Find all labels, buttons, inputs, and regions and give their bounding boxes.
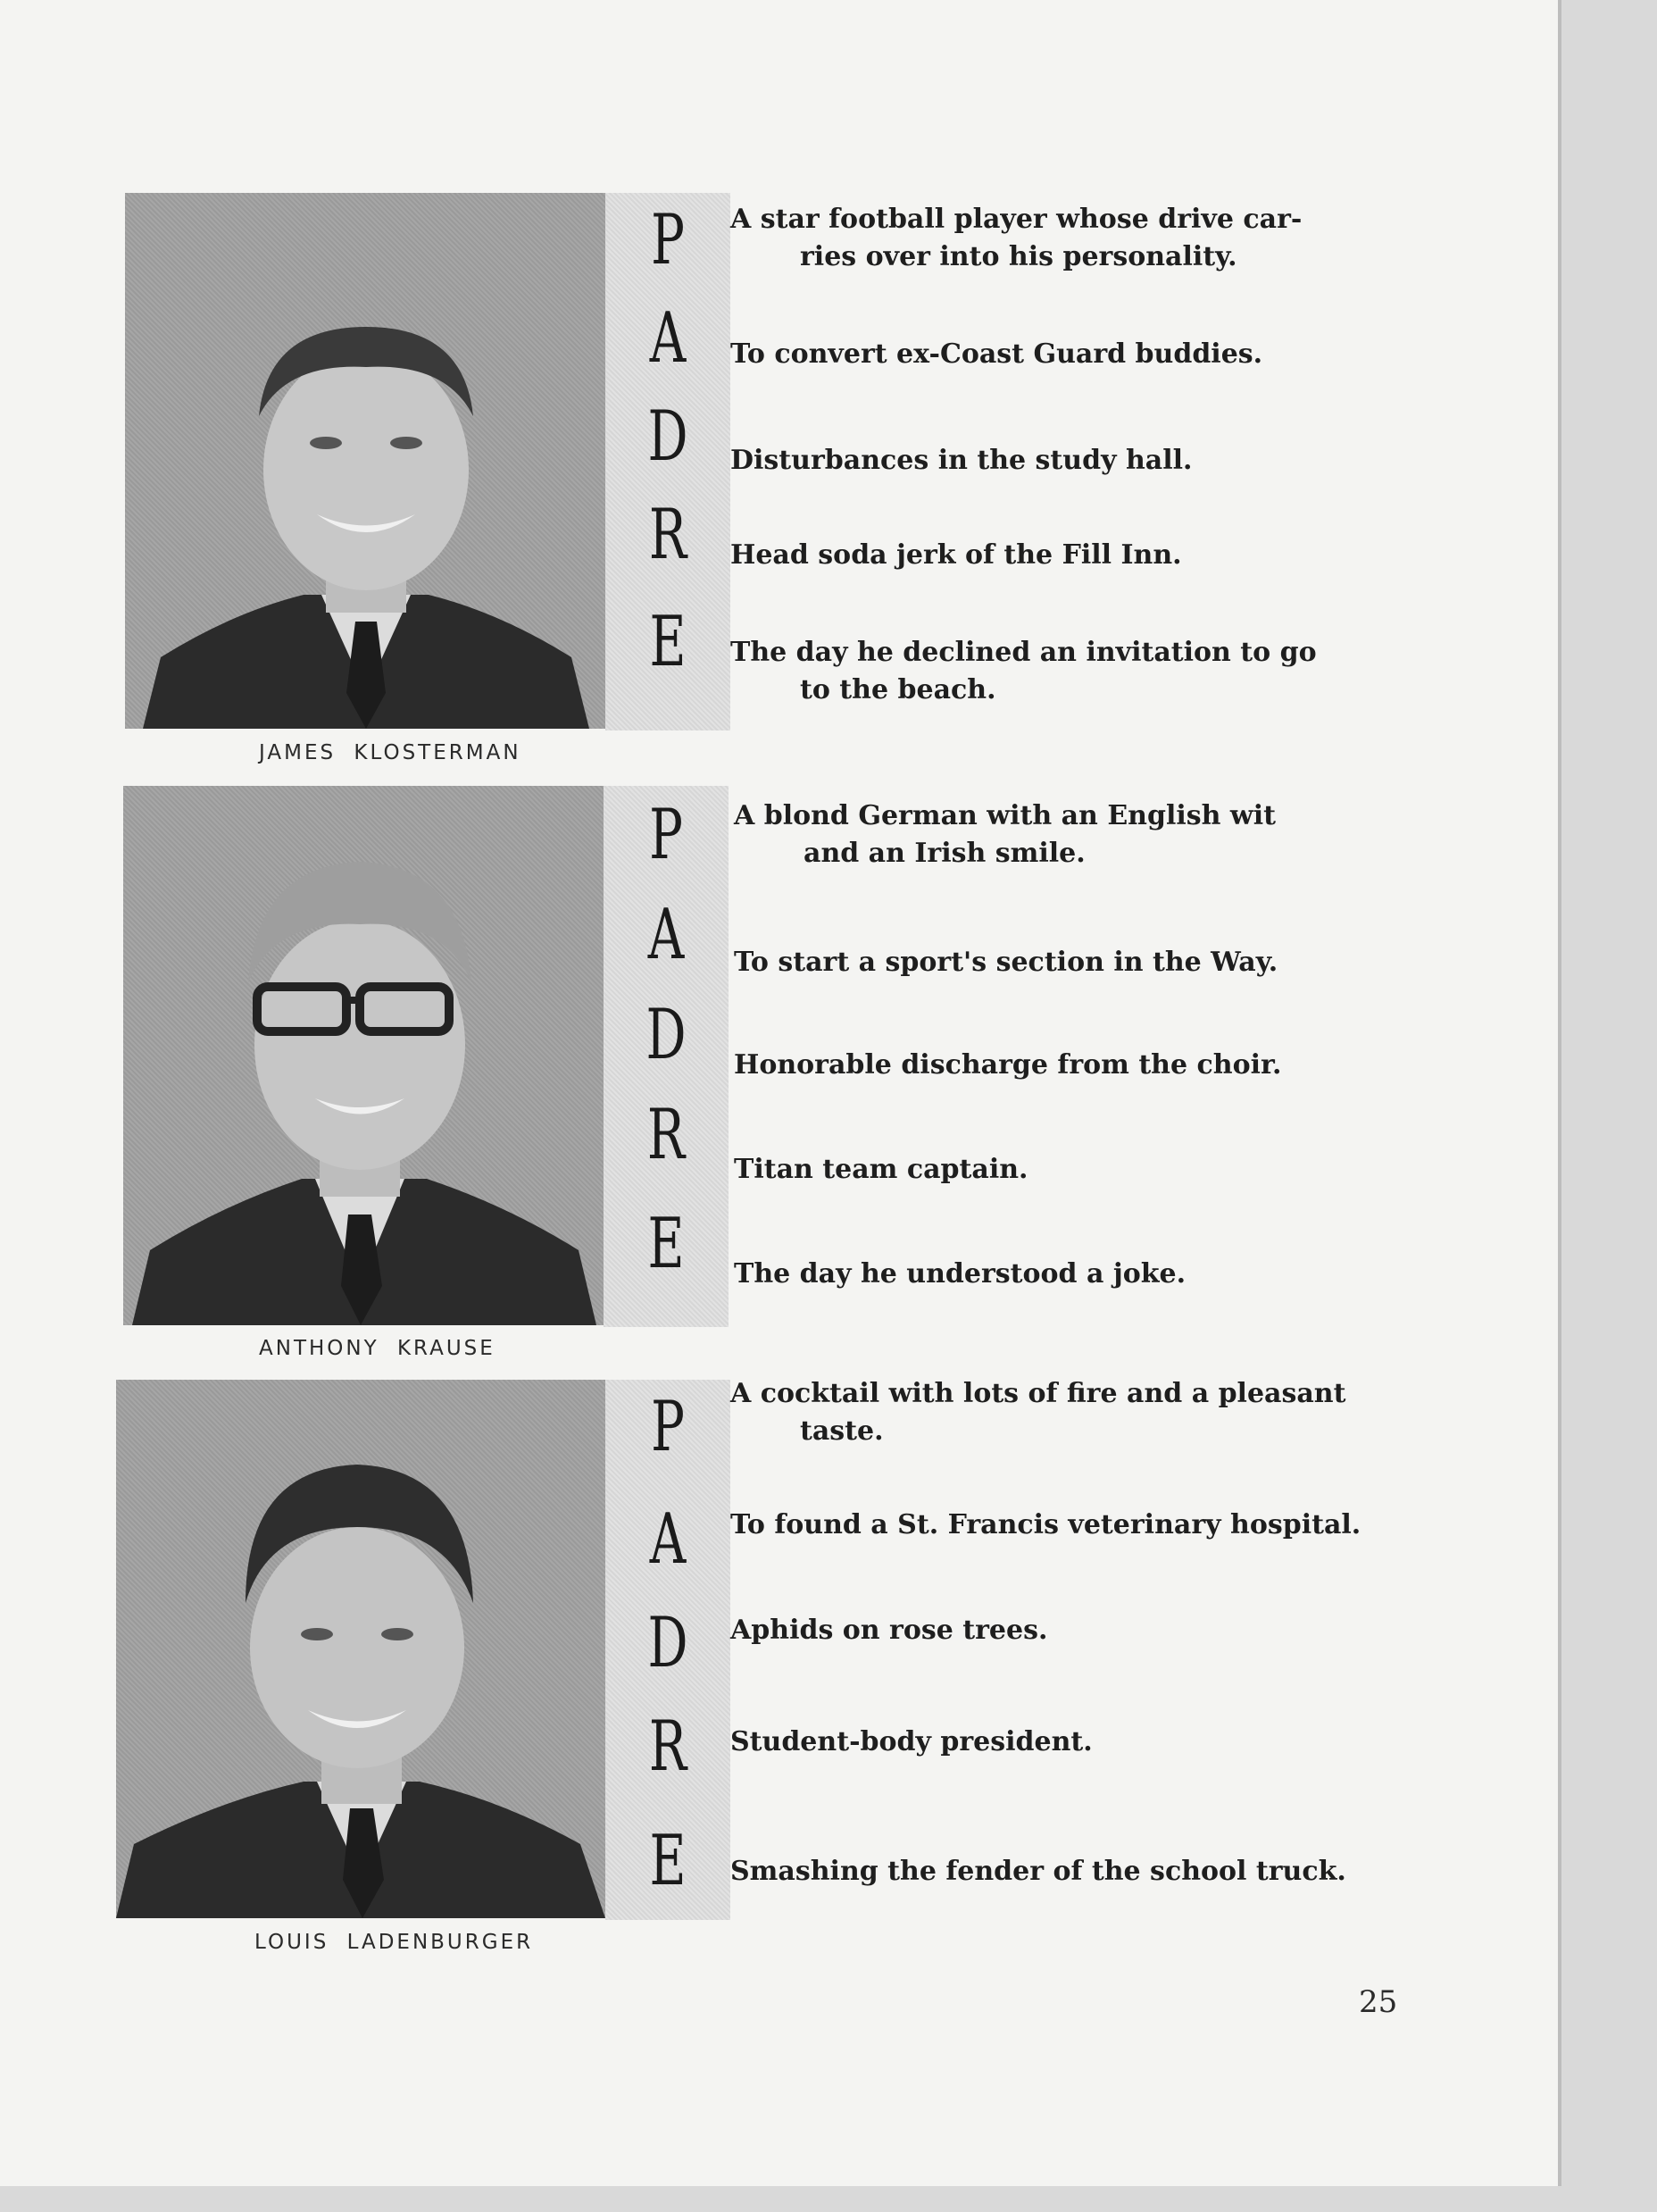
- page-number: 25: [1359, 1984, 1398, 2020]
- trait-text: A blond German with an English wit: [734, 800, 1276, 831]
- portrait-photo: [116, 1380, 605, 1918]
- trait-text-continued: ries over into his personality.: [800, 241, 1237, 272]
- trait-text-continued: and an Irish smile.: [804, 838, 1086, 869]
- padre-letter: P: [651, 200, 685, 280]
- ambition-line: [730, 1507, 1409, 1544]
- padre-letter: E: [647, 1204, 685, 1284]
- padre-letter: D: [647, 1603, 688, 1683]
- ambition-line: [734, 944, 1412, 981]
- role-line: [734, 1151, 1412, 1189]
- padre-strip: [604, 786, 729, 1327]
- padre-letter: E: [649, 602, 687, 682]
- ambition-text: To start a sport's section in the Way.: [734, 947, 1278, 978]
- pet-peeve-line: [730, 1612, 1409, 1649]
- ambition-line: [730, 336, 1409, 373]
- padre-letter: R: [648, 1707, 687, 1787]
- pet-peeve-text: Aphids on rose trees.: [730, 1615, 1048, 1646]
- portrait-photo: [125, 193, 605, 729]
- role-text: Head soda jerk of the Fill Inn.: [730, 539, 1182, 571]
- trait-line: [730, 1375, 1409, 1450]
- pet-peeve-text: Disturbances in the study hall.: [730, 445, 1193, 476]
- pet-peeve-line: [734, 1047, 1412, 1084]
- padre-letter: D: [645, 995, 687, 1075]
- trait-text-continued: taste.: [800, 1415, 884, 1447]
- padre-letter: P: [651, 1387, 685, 1467]
- trait-text: A cocktail with lots of fire and a pleasant: [730, 1378, 1346, 1409]
- padre-letter: R: [648, 495, 687, 575]
- padre-strip: [605, 1380, 730, 1920]
- pet-peeve-line: [730, 442, 1409, 480]
- student-name: JAMES KLOSTERMAN: [259, 741, 521, 764]
- portrait-figure: [123, 786, 604, 1325]
- student-name: ANTHONY KRAUSE: [259, 1337, 495, 1360]
- role-text: Student-body president.: [730, 1726, 1093, 1757]
- memory-line: [730, 634, 1409, 709]
- portrait-figure: [116, 1380, 605, 1918]
- memory-text: The day he understood a joke.: [734, 1258, 1187, 1290]
- trait-line: [734, 797, 1412, 872]
- padre-letter: E: [649, 1821, 687, 1901]
- portrait-photo: [123, 786, 604, 1325]
- ambition-text: To found a St. Francis veterinary hospital.: [730, 1509, 1361, 1540]
- padre-letter: A: [649, 298, 687, 379]
- portrait-figure: [125, 193, 605, 729]
- padre-letter: R: [646, 1095, 686, 1175]
- padre-letter: A: [647, 895, 685, 975]
- padre-strip: [605, 193, 730, 730]
- trait-text: A star football player whose drive car-: [730, 204, 1303, 235]
- padre-letter: P: [649, 795, 683, 875]
- memory-line: [734, 1256, 1412, 1293]
- student-name: LOUIS LADENBURGER: [254, 1931, 534, 1954]
- ambition-text: To convert ex-Coast Guard buddies.: [730, 338, 1263, 370]
- role-line: [730, 1724, 1409, 1761]
- pet-peeve-text: Honorable discharge from the choir.: [734, 1049, 1282, 1081]
- trait-line: [730, 201, 1409, 276]
- memory-text-continued: to the beach.: [800, 674, 996, 705]
- memory-text: Smashing the fender of the school truck.: [730, 1856, 1346, 1887]
- memory-line: [730, 1853, 1409, 1891]
- memory-text: The day he declined an invitation to go: [730, 637, 1317, 668]
- role-text: Titan team captain.: [734, 1154, 1028, 1185]
- role-line: [730, 537, 1409, 574]
- padre-letter: A: [649, 1499, 687, 1580]
- padre-letter: D: [647, 396, 688, 477]
